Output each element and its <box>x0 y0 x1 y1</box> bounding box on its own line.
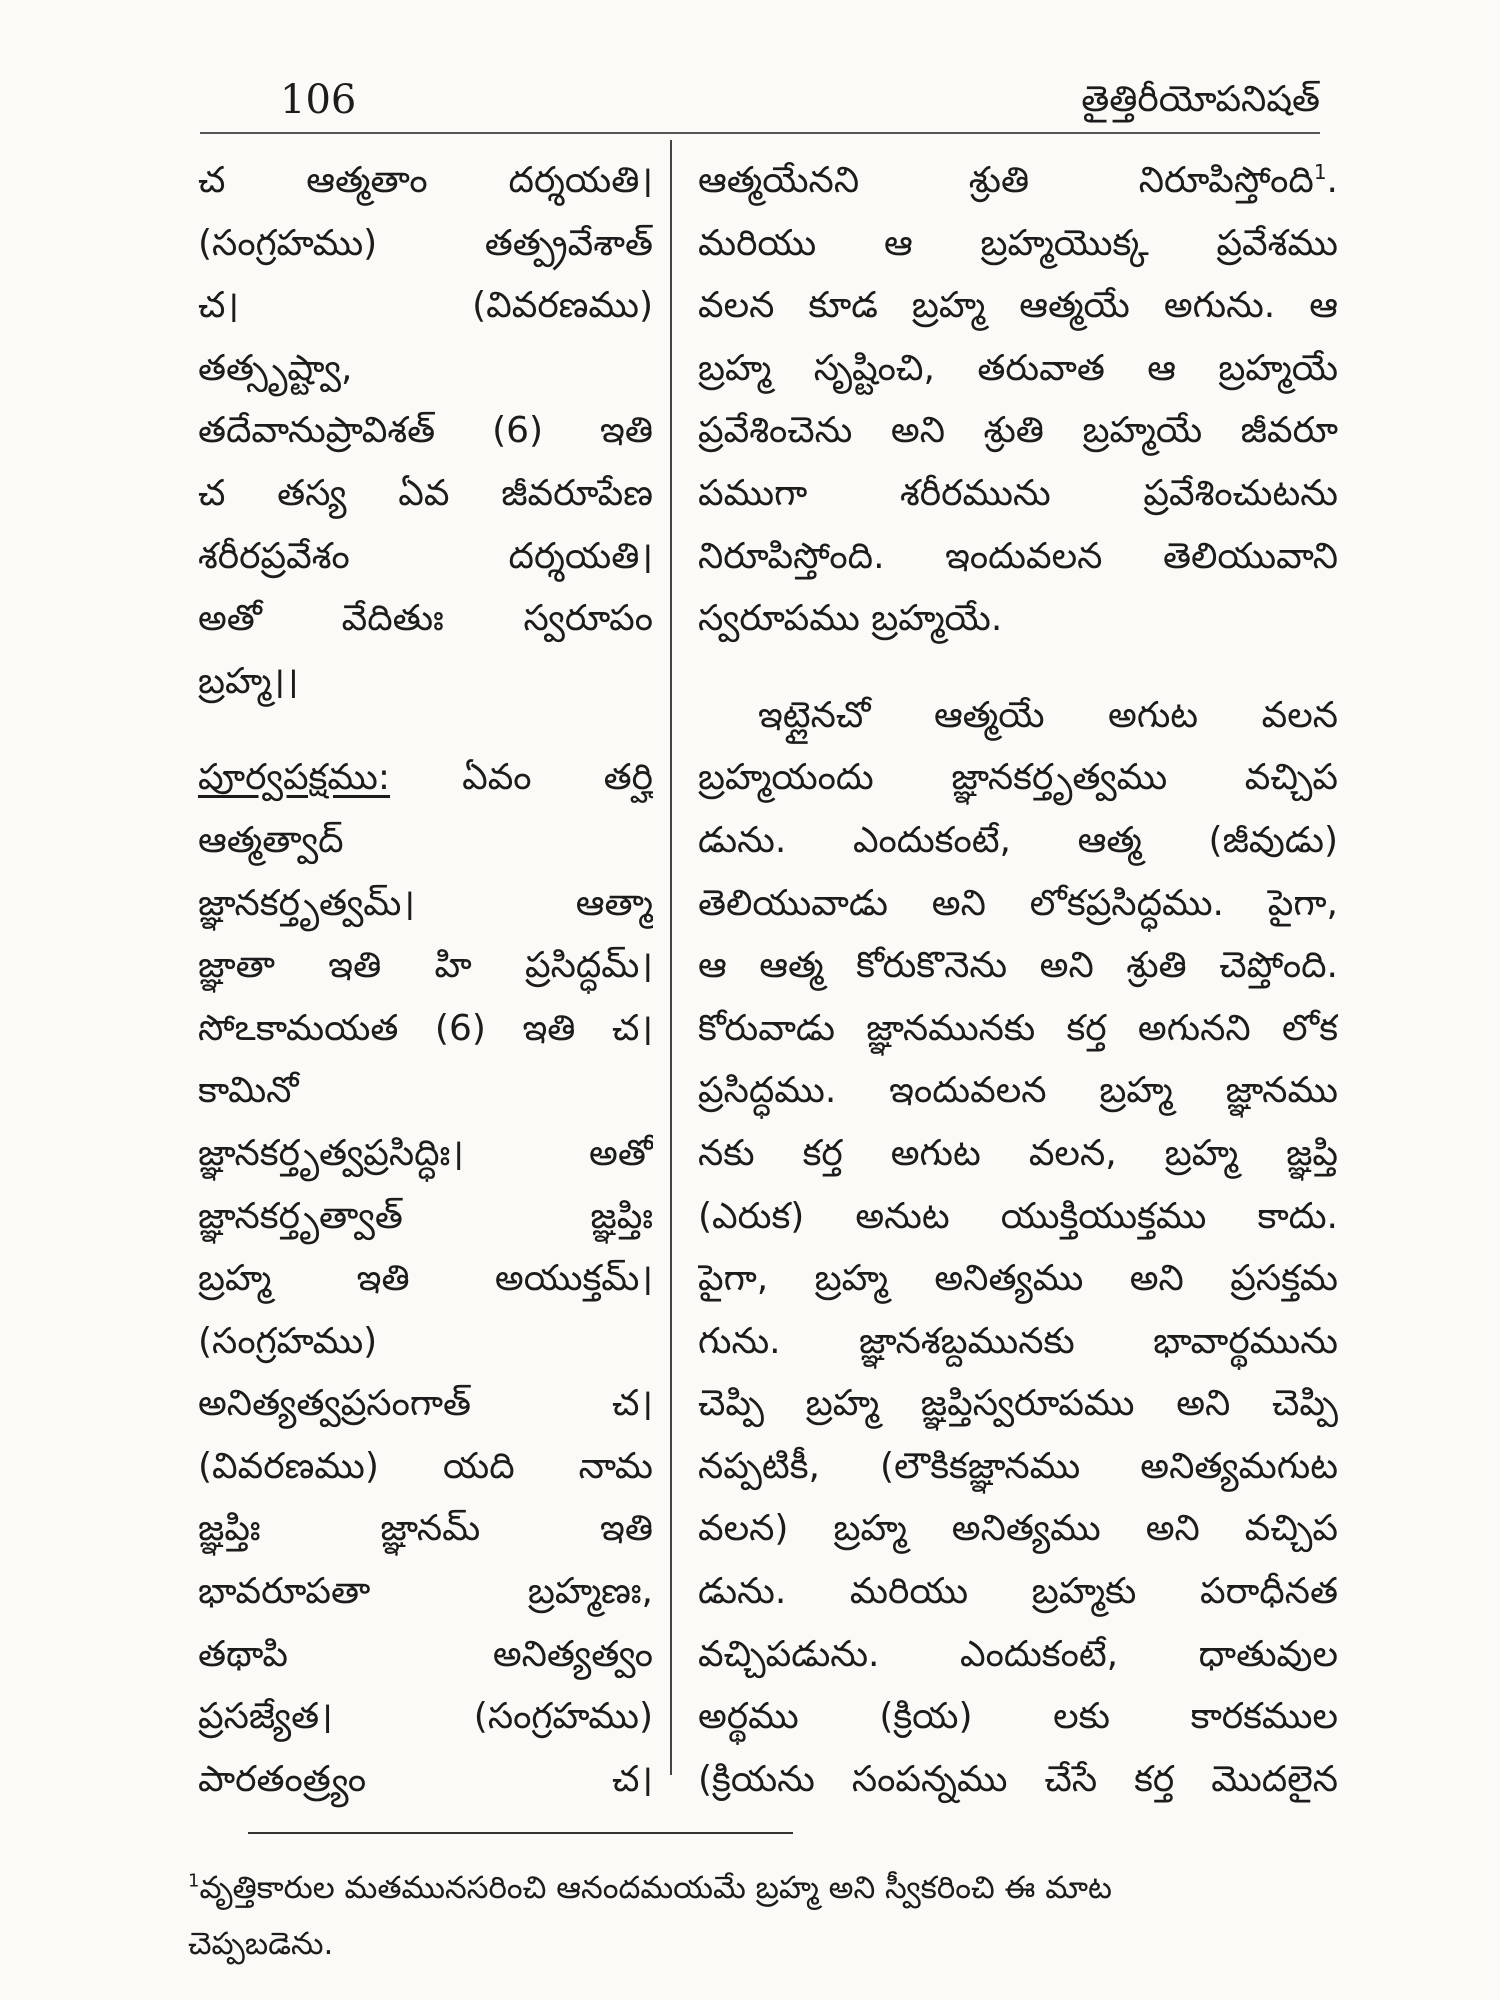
text-line: మరియు ఆ బ్రహ్మయొక్క ప్రవేశము <box>698 222 1338 264</box>
text-line-body: ఆత్మయేనని శ్రుతి నిరూపిస్తోంది <box>698 160 1314 201</box>
text-line: సోఽకామయత (6) ఇతి చ। <box>198 1007 653 1049</box>
section-label: పూర్వపక్షము: <box>198 757 391 799</box>
text-line: నప్పటికీ, (లౌకికజ్ఞానము అనిత్యమగుట <box>698 1445 1338 1487</box>
text-line: తదేవానుప్రావిశత్ (6) ఇతి <box>198 410 653 452</box>
text-line: పముగా శరీరమును ప్రవేశించుటను <box>698 472 1338 514</box>
text-line: పారతంత్ర్యం చ। <box>198 1758 653 1800</box>
text-line: డును. మరియు బ్రహ్మకు పరాధీనత <box>698 1571 1338 1613</box>
header-rule <box>200 132 1320 134</box>
text-line: తత్సృష్ట్వా, <box>198 347 353 389</box>
right-column <box>698 150 1338 1811</box>
text-line: నిరూపిస్తోంది. ఇందువలన తెలియువాని <box>698 535 1338 577</box>
text-line: జ్ఞానకర్తృత్వమ్। ఆత్మా <box>198 882 653 924</box>
text-line: (సంగ్రహము) తత్ప్రవేశాత్ <box>198 222 653 264</box>
footnote-line: చెప్పబడెను. <box>188 1926 334 1962</box>
text-line: చ। (వివరణము) <box>198 285 653 327</box>
text-line: గును. జ్ఞానశబ్దమునకు భావార్థమును <box>698 1320 1338 1362</box>
text-line: కోరువాడు జ్ఞానమునకు కర్త అగునని లోక <box>698 1007 1338 1049</box>
footnote-text: వృత్తికారుల మతమునసరించి ఆనందమయమే బ్రహ్మ అని స్వీకరించి ఈ మాట <box>199 1870 1112 1906</box>
text-line <box>198 747 653 810</box>
text-line: వచ్చిపడును. ఎందుకంటే, ధాతువుల <box>698 1633 1338 1675</box>
text-line: చెప్పి బ్రహ్మ జ్ఞప్తిస్వరూపము అని చెప్పి <box>698 1383 1338 1425</box>
text-line: చ తస్య ఏవ జీవరూపేణ <box>198 472 653 514</box>
text-line: ఆత్మత్వాద్ <box>198 819 344 861</box>
text-line: ఆ ఆత్మ కోరుకొనెను అని శ్రుతి చెప్తోంది. <box>698 945 1338 987</box>
text-line: అతో వేదితుః స్వరూపం <box>198 598 653 640</box>
text-line: (వివరణము) యది నామ <box>198 1445 653 1487</box>
text-line: కామినో <box>198 1070 299 1112</box>
text-line: బ్రహ్మ సృష్టించి, తరువాత ఆ బ్రహ్మయే <box>698 347 1338 389</box>
text-line: ఆత్మయేనని శ్రుతి నిరూపిస్తోంది$^1$. <box>698 160 1338 201</box>
text-line: ప్రవేశించెను అని శ్రుతి బ్రహ్మయే జీవరూ <box>698 410 1338 452</box>
text-line: పైగా, బ్రహ్మ అనిత్యము అని ప్రసక్తమ <box>698 1258 1338 1300</box>
running-title: తైత్తిరీయోపనిషత్ <box>1081 79 1320 120</box>
text-line: అర్థము (క్రియ) లకు కారకముల <box>698 1696 1338 1738</box>
text-line: జ్ఞానకర్తృత్వాత్ జ్ఞప్తిః <box>198 1195 653 1237</box>
footnote-line <box>188 1860 1338 1916</box>
left-column <box>198 150 653 1811</box>
text-line: వలన కూడ బ్రహ్మ ఆత్మయే అగును. ఆ <box>698 285 1338 327</box>
text-line: అనిత్యత్వప్రసంగాత్ చ। <box>198 1383 653 1425</box>
text-line: తథాపి అనిత్యత్వం <box>198 1633 653 1675</box>
text-line: వలన) బ్రహ్మ అనిత్యము అని వచ్చిప <box>698 1508 1338 1550</box>
paragraph-gap <box>198 713 653 747</box>
footnote-number: 1 <box>188 1870 200 1892</box>
text-line: శరీరప్రవేశం దర్శయతి। <box>198 535 653 577</box>
text-line: జ్ఞప్తిః జ్ఞానమ్ ఇతి <box>198 1508 653 1550</box>
text-line: భావరూపతా బ్రహ్మణః, <box>198 1571 653 1613</box>
text-line: బ్రహ్మయందు జ్ఞానకర్తృత్వము వచ్చిప <box>698 757 1338 799</box>
text-line-rest: ఏవం తర్హి <box>462 757 653 799</box>
text-line: బ్రహ్మ।। <box>198 660 299 702</box>
page-header <box>200 72 1320 134</box>
text-line: (ఎరుక) అనుట యుక్తియుక్తము కాదు. <box>698 1195 1338 1237</box>
footnote-reference: 1 <box>1313 160 1327 184</box>
footnote-rule <box>248 1832 793 1834</box>
text-line: చ ఆత్మతాం దర్శయతి। <box>198 160 653 201</box>
text-line: స్వరూపము బ్రహ్మయే. <box>698 598 1003 640</box>
text-line: డును. ఎందుకంటే, ఆత్మ (జీవుడు) <box>698 819 1338 861</box>
text-line: (సంగ్రహము) <box>198 1320 378 1362</box>
text-line: జ్ఞానకర్తృత్వప్రసిద్ధిః। అతో <box>198 1132 653 1174</box>
text-line: నకు కర్త అగుట వలన, బ్రహ్మ జ్ఞప్తి <box>698 1132 1338 1174</box>
text-line: (క్రియను సంపన్నము చేసే కర్త మొదలైన <box>698 1758 1338 1800</box>
page-number: 106 <box>280 77 357 123</box>
text-line: జ్ఞాతా ఇతి హి ప్రసిద్ధమ్। <box>198 945 653 987</box>
text-line: ఇట్లైనచో ఆత్మయే అగుట వలన <box>758 694 1338 736</box>
paragraph-gap <box>698 651 1338 685</box>
text-line: ప్రసిద్ధము. ఇందువలన బ్రహ్మ జ్ఞానము <box>698 1070 1338 1112</box>
footnote <box>188 1860 1338 1972</box>
text-line: ప్రసజ్యేత। (సంగ్రహము) <box>198 1696 653 1738</box>
column-divider <box>670 140 672 1775</box>
text-line: తెలియువాడు అని లోకప్రసిద్ధము. పైగా, <box>698 882 1338 924</box>
text-line: బ్రహ్మ ఇతి అయుక్తమ్। <box>198 1258 653 1300</box>
